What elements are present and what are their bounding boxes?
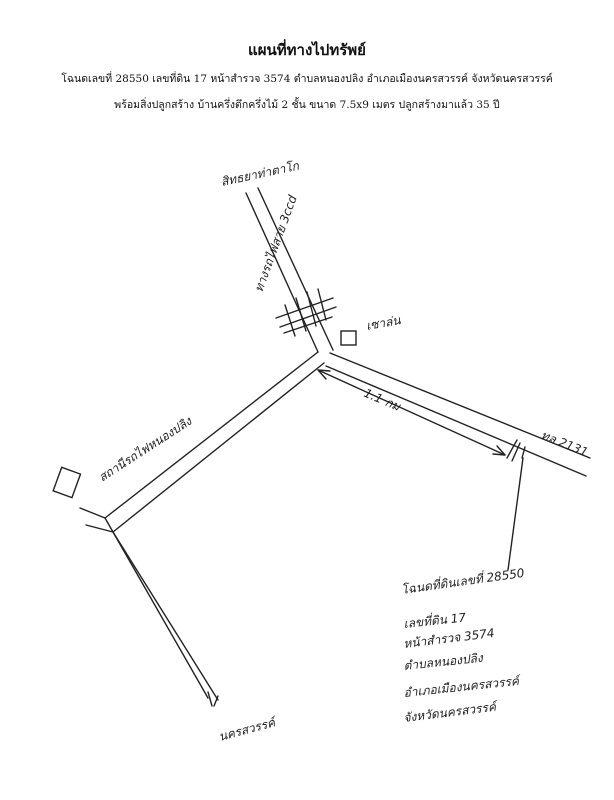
- label-top-road-end: สิทธยาท่าตาโก: [219, 158, 301, 189]
- deed-description: โฉนดเลขที่ 28550 เลขที่ดิน 17 หน้าสำรวจ 3574 ตำบลหนองปลิง อำเภอเมืองนครสวรรค์ จังหวัดนครสวรรค์: [61, 73, 553, 85]
- deed-note-line: เลขที่ดิน 17: [402, 610, 467, 631]
- road-southwest: [105, 352, 324, 532]
- road-south: [105, 518, 218, 706]
- label-left-station: สถานีรถไฟหนองปลิง: [96, 414, 195, 485]
- hut-marker: [341, 331, 356, 345]
- label-hut: เซาล่น: [365, 313, 402, 333]
- deed-note-line: หน้าสำรวจ 3574: [402, 625, 496, 651]
- station-marker: [53, 467, 80, 497]
- deed-note-line: ตำบลหนองปลิง: [402, 650, 484, 673]
- deed-note-line: จังหวัดนครสวรรค์: [402, 699, 497, 725]
- deed-note-line: อำเภอเมืองนครสวรรค์: [402, 673, 520, 700]
- label-bottom-road-end: นครสวรรค์: [217, 715, 277, 744]
- building-description: พร้อมสิ่งปลูกสร้าง บ้านครึ่งตึกครึ่งไม้ 2 ชั้น ขนาด 7.5x9 เมตร ปลูกสร้างมาแล้ว 35 ปี: [114, 99, 500, 111]
- road-station-stub: [80, 508, 113, 532]
- road-east: [326, 353, 590, 476]
- page-title: แผนที่ทางไปทรัพย์: [248, 41, 366, 59]
- label-right-road: ทล 2131: [538, 427, 591, 460]
- label-distance: 1.1 กม: [361, 385, 403, 414]
- label-railway: ทางรถไฟสาย 3ccd: [251, 193, 300, 295]
- railway-crossing: [276, 289, 336, 336]
- property-lane: [507, 440, 525, 570]
- deed-note: [400, 564, 525, 725]
- deed-note-line: โฉนดที่ดินเลขที่ 28550: [400, 565, 526, 597]
